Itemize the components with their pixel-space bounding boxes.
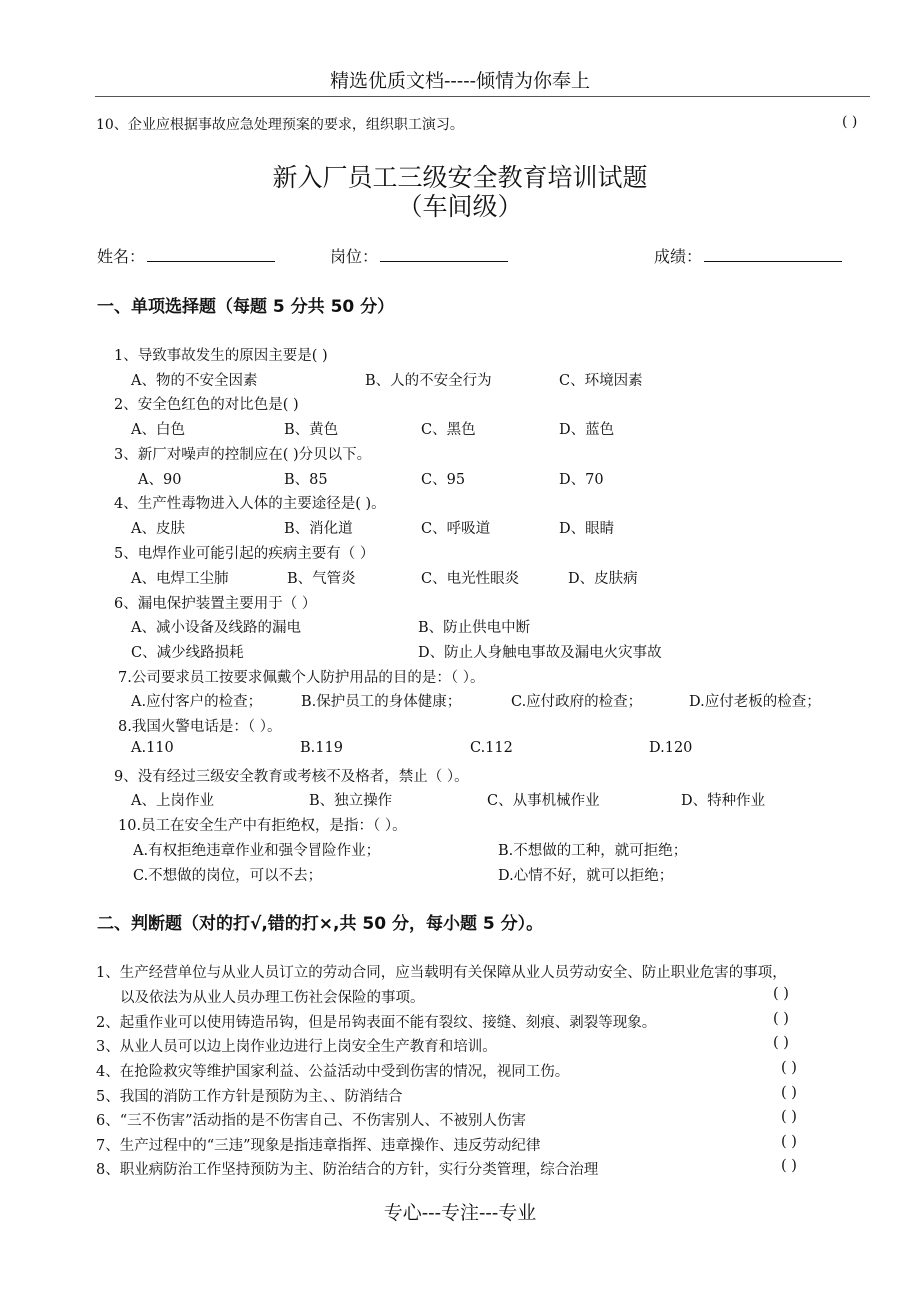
score-field [654, 244, 842, 267]
previous-question-mark: ( ) [842, 114, 858, 130]
s1-q10-option-a: A.有权拒绝违章作业和强令冒险作业； [133, 843, 381, 859]
s1-q6-option-c: C、减少线路损耗 [131, 645, 244, 661]
s1-q6-option-d: D、防止人身触电事故及漏电火灾事故 [418, 645, 662, 661]
section2-heading: 二、判断题（对的打√,错的打×,共 50 分，每小题 5 分）。 [97, 914, 544, 934]
s1-question-3: 3、新厂对噪声的控制应在( )分贝以下。 [114, 447, 372, 463]
s2-item-2: 2、起重作业可以使用铸造吊钩，但是吊钩表面不能有裂纹、接缝、刻痕、剥裂等现象。 [96, 1015, 657, 1031]
page-footer: 专心---专注---专业 [383, 1202, 537, 1224]
s1-q4-option-d: D、眼睛 [559, 521, 615, 537]
previous-question: 10、企业应根据事故应急处理预案的要求，组织职工演习。 [96, 117, 464, 133]
s1-q1-option-b: B、人的不安全行为 [365, 373, 492, 389]
s1-q8-option-b: B.119 [300, 740, 343, 756]
s2-item-2-mark: ( ) [773, 1011, 789, 1027]
s1-question-8: 8.我国火警电话是：（ ）。 [118, 719, 282, 735]
s1-q6-option-a: A、减小设备及线路的漏电 [131, 620, 301, 636]
name-label: 姓名： [97, 247, 146, 266]
s1-q5-option-b: B、气管炎 [287, 571, 356, 587]
s1-question-6: 6、漏电保护装置主要用于（ ） [114, 596, 317, 612]
s1-q4-option-a: A、皮肤 [131, 521, 185, 537]
s1-q7-option-d: D.应付老板的检查； [689, 694, 821, 710]
s1-q7-option-a: A.应付客户的检查； [131, 694, 263, 710]
s1-q1-option-a: A、物的不安全因素 [131, 373, 258, 389]
s1-q9-option-d: D、特种作业 [681, 793, 766, 809]
s2-item-7-mark: ( ) [781, 1134, 797, 1150]
name-blank[interactable] [147, 247, 275, 262]
s1-q9-option-a: A、上岗作业 [131, 793, 214, 809]
s1-q8-option-c: C.112 [470, 740, 513, 756]
s1-q9-option-b: B、独立操作 [309, 793, 393, 809]
score-label: 成绩： [654, 247, 703, 266]
s1-q5-option-d: D、皮肤病 [568, 571, 638, 587]
s1-q7-option-c: C.应付政府的检查； [511, 694, 643, 710]
s2-item-7: 7、生产过程中的“三违”现象是指违章指挥、违章操作、违反劳动纪律 [96, 1138, 541, 1154]
s1-q10-option-b: B.不想做的工种，就可拒绝； [498, 843, 688, 859]
s1-q3-option-b: B、85 [284, 472, 328, 488]
s1-q1-option-c: C、环境因素 [559, 373, 643, 389]
s1-q10-option-c: C.不想做的岗位，可以不去； [133, 868, 323, 884]
document-subtitle: （车间级） [397, 192, 523, 221]
s1-q9-option-c: C、从事机械作业 [487, 793, 600, 809]
s1-q4-option-c: C、呼吸道 [421, 521, 491, 537]
post-label: 岗位： [330, 247, 379, 266]
s1-q8-option-a: A.110 [131, 740, 174, 756]
s1-question-4: 4、生产性毒物进入人体的主要途径是( )。 [114, 496, 386, 512]
s1-q2-option-b: B、黄色 [284, 422, 339, 438]
s2-item-1-mark: ( ) [773, 986, 789, 1002]
s1-q5-option-c: C、电光性眼炎 [421, 571, 520, 587]
post-field [330, 244, 508, 267]
s1-q3-option-d: D、70 [559, 472, 604, 488]
s2-item-3: 3、从业人员可以边上岗作业边进行上岗安全生产教育和培训。 [96, 1039, 497, 1055]
document-title: 新入厂员工三级安全教育培训试题 [272, 163, 648, 192]
name-field [97, 244, 275, 267]
s1-q10-option-d: D.心情不好，就可以拒绝； [498, 868, 674, 884]
s1-q2-option-c: C、黑色 [421, 422, 476, 438]
s1-q6-option-b: B、防止供电中断 [418, 620, 531, 636]
s2-item-3-mark: ( ) [773, 1035, 789, 1051]
s1-question-5: 5、电焊作业可能引起的疾病主要有（ ） [114, 546, 375, 562]
header-rule [95, 96, 870, 97]
s1-question-9: 9、没有经过三级安全教育或考核不及格者，禁止（ ）。 [114, 769, 469, 785]
s1-q8-option-d: D.120 [649, 740, 693, 756]
s1-q3-option-c: C、95 [421, 472, 466, 488]
s1-q7-option-b: B.保护员工的身体健康； [301, 694, 462, 710]
page-header: 精选优质文档-----倾情为你奉上 [329, 70, 591, 92]
s2-item-5-mark: ( ) [781, 1085, 797, 1101]
score-blank[interactable] [704, 247, 842, 262]
s1-question-1: 1、导致事故发生的原因主要是( ) [114, 348, 328, 364]
s1-q4-option-b: B、消化道 [284, 521, 353, 537]
s1-question-7: 7.公司要求员工按要求佩戴个人防护用品的目的是：（ ）。 [118, 670, 485, 686]
s2-item-4-mark: ( ) [781, 1060, 797, 1076]
s2-item-8: 8、职业病防治工作坚持预防为主、防治结合的方针，实行分类管理，综合治理 [96, 1162, 599, 1178]
s1-q2-option-a: A、白色 [131, 422, 185, 438]
s2-item-6: 6、“三不伤害”活动指的是不伤害自己、不伤害别人、不被别人伤害 [96, 1113, 527, 1129]
section1-heading: 一、单项选择题（每题 5 分共 50 分） [97, 297, 395, 317]
post-blank[interactable] [380, 247, 508, 262]
s1-question-2: 2、安全色红色的对比色是( ) [114, 397, 299, 413]
s1-q3-option-a: A、90 [138, 472, 182, 488]
s2-item-4: 4、在抢险救灾等维护国家利益、公益活动中受到伤害的情况，视同工伤。 [96, 1064, 570, 1080]
s2-item-1: 1、生产经营单位与从业人员订立的劳动合同，应当载明有关保障从业人员劳动安全、防止职业危害的事项， [96, 965, 787, 981]
s1-q2-option-d: D、蓝色 [559, 422, 615, 438]
s2-item-5: 5、我国的消防工作方针是预防为主、、防消结合 [96, 1089, 403, 1105]
s2-item-1-continued: 以及依法为从业人员办理工伤社会保险的事项。 [120, 990, 425, 1006]
s2-item-8-mark: ( ) [781, 1158, 797, 1174]
s1-q5-option-a: A、电焊工尘肺 [131, 571, 229, 587]
s1-question-10: 10.员工在安全生产中有拒绝权，是指：（ ）。 [118, 818, 407, 834]
s2-item-6-mark: ( ) [781, 1109, 797, 1125]
